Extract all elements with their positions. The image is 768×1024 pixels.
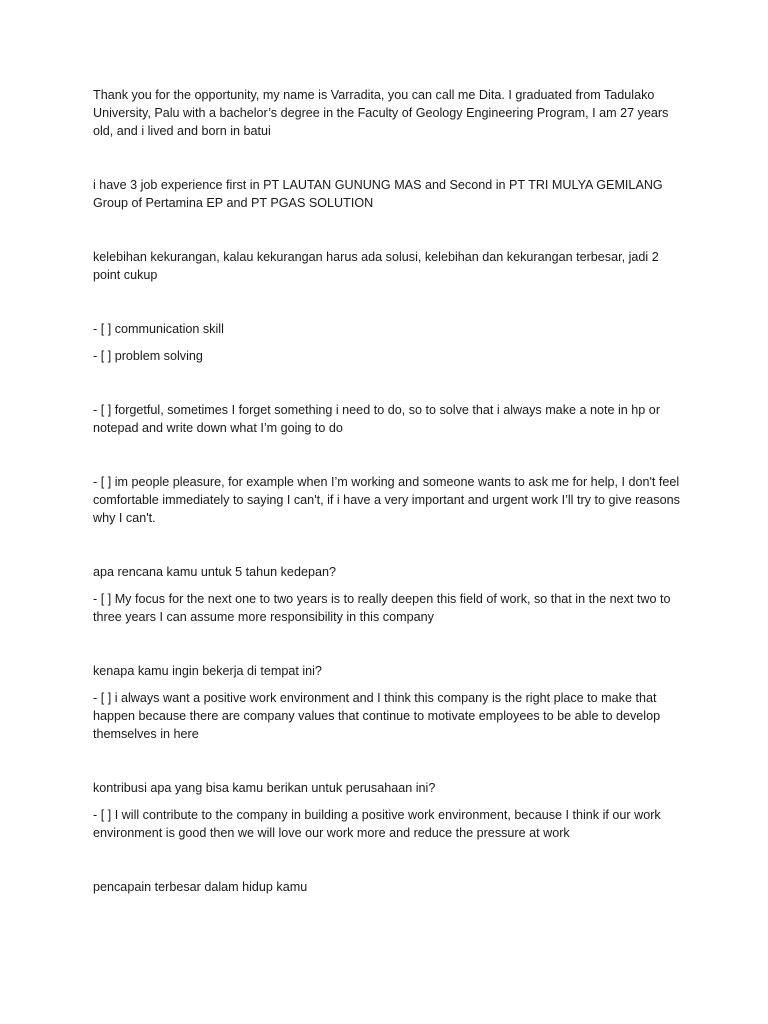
achievement-question: pencapain terbesar dalam hidup kamu (93, 880, 308, 894)
contribution-question: kontribusi apa yang bisa kamu berikan untuk perusahaan ini? (93, 781, 436, 795)
document-body (93, 86, 685, 896)
intro-paragraph: Thank you for the opportunity, my name is Varradita, you can call me Dita. I graduated from Tadulako University, Palu with a bachelor’s degree in the Faculty of Geology Engineering Program, I am 27 years old, and i lived and born in batui (93, 88, 669, 138)
checklist-item-problem-solving: - [ ] problem solving (93, 349, 203, 363)
checklist-item-people-pleaser: - [ ] im people pleasure, for example when I’m working and someone wants to ask me for help, I don't feel comfortable immediately to saying I can't, if i have a very important and urgent work I’ll try to give reasons why I can't. (93, 475, 680, 525)
checklist-item-five-year-answer: - [ ] My focus for the next one to two years is to really deepen this field of work, so that in the next two to three years I can assume more responsibility in this company (93, 592, 671, 624)
checklist-item-forgetful: - [ ] forgetful, sometimes I forget something i need to do, so to solve that i always make a note in hp or notepad and write down what I’m going to do (93, 403, 661, 435)
strengths-weaknesses-question: kelebihan kekurangan, kalau kekurangan harus ada solusi, kelebihan dan kekurangan terbesar, jadi 2 point cukup (93, 250, 659, 282)
checklist-item-contribution-answer: - [ ] I will contribute to the company in building a positive work environment, because I think if our work environment is good then we will love our work more and reduce the pressure at work (93, 808, 661, 840)
why-work-here-question: kenapa kamu ingin bekerja di tempat ini? (93, 664, 322, 678)
checklist-item-communication: - [ ] communication skill (93, 322, 224, 336)
checklist-item-why-answer: - [ ] i always want a positive work environment and I think this company is the right place to make that happen because there are company values that continue to motivate employees to be able to develop themselves in here (93, 691, 661, 741)
experience-paragraph: i have 3 job experience first in PT LAUTAN GUNUNG MAS and Second in PT TRI MULYA GEMILANG Group of Pertamina EP and PT PGAS SOLUTION (93, 178, 663, 210)
five-year-plan-question: apa rencana kamu untuk 5 tahun kedepan? (93, 565, 336, 579)
